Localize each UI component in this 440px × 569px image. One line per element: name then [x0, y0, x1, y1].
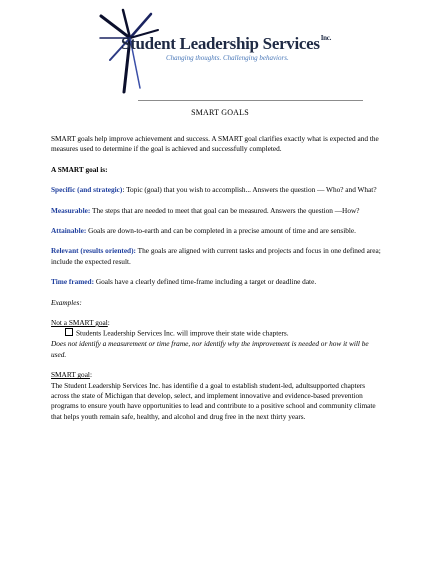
org-name: Student Leadership Services$^{Inc.}$: [121, 34, 332, 53]
org-tagline: Changing thoughts. Challenging behaviors.: [166, 54, 289, 62]
document-title: SMART GOALS: [191, 108, 249, 117]
definition-term: Time framed:: [51, 277, 95, 287]
definition-relevant: [51, 246, 381, 267]
definition-text: The goals are aligned with current tasks and projects and focus in one defined area; include the expected result.: [51, 246, 381, 266]
definition-term: Measurable:: [51, 205, 91, 215]
definition-text: The steps that are needed to meet that goal can be measured. Answers the question —How?: [90, 205, 360, 215]
definition-text: : Topic (goal) that you wish to accomplish... Answers the question — Who? and What?: [122, 185, 377, 195]
definition-specific: [51, 185, 381, 195]
definition-text: Goals are down-to-earth and can be completed in a precise amount of time and are sensible.: [86, 226, 356, 236]
definition-term: Specific (and strategic): [51, 185, 123, 195]
definition-text: Goals have a clearly defined time-frame including a target or deadline date.: [94, 277, 317, 287]
header-divider: [138, 100, 363, 101]
checkbox-bullet-icon: [65, 328, 73, 336]
definition-term: Relevant (results oriented):: [51, 246, 136, 256]
not-smart-bullet: Students Leadership Services Inc. will improve their state wide chapters.: [51, 328, 381, 339]
definition-attainable: [51, 226, 381, 236]
smart-label: SMART goal:: [51, 370, 92, 380]
smart-heading: A SMART goal is:: [51, 164, 108, 174]
smart-example-text: The Student Leadership Services Inc. has identifie d a goal to establish student-led, adultsupported chapters across the state of Michigan that develop, select, and implement innovative and evidence-based prevention programs to ensure youth have opportunities to lead and contribute to a positive school and community climate that helps youth remain safe, healthy, and alcohol and drug free in the next thirty years.: [51, 380, 376, 421]
document-body: [51, 134, 381, 422]
not-smart-note: Does not identify a measurement or time frame, nor identify why the improvement is needed or how it will be used.: [51, 339, 369, 359]
definition-measurable: [51, 206, 381, 216]
org-suffix: Inc.: [320, 34, 332, 42]
definition-time-framed: [51, 277, 381, 287]
not-smart-label: Not a SMART goal:: [51, 318, 110, 328]
intro-paragraph: SMART goals help improve achievement and success. A SMART goal clarifies exactly what is expected and the measures used to determine if the goal is achieved and successfully completed.: [51, 134, 379, 154]
examples-label: Examples:: [51, 297, 82, 307]
definition-term: Attainable:: [51, 226, 87, 236]
